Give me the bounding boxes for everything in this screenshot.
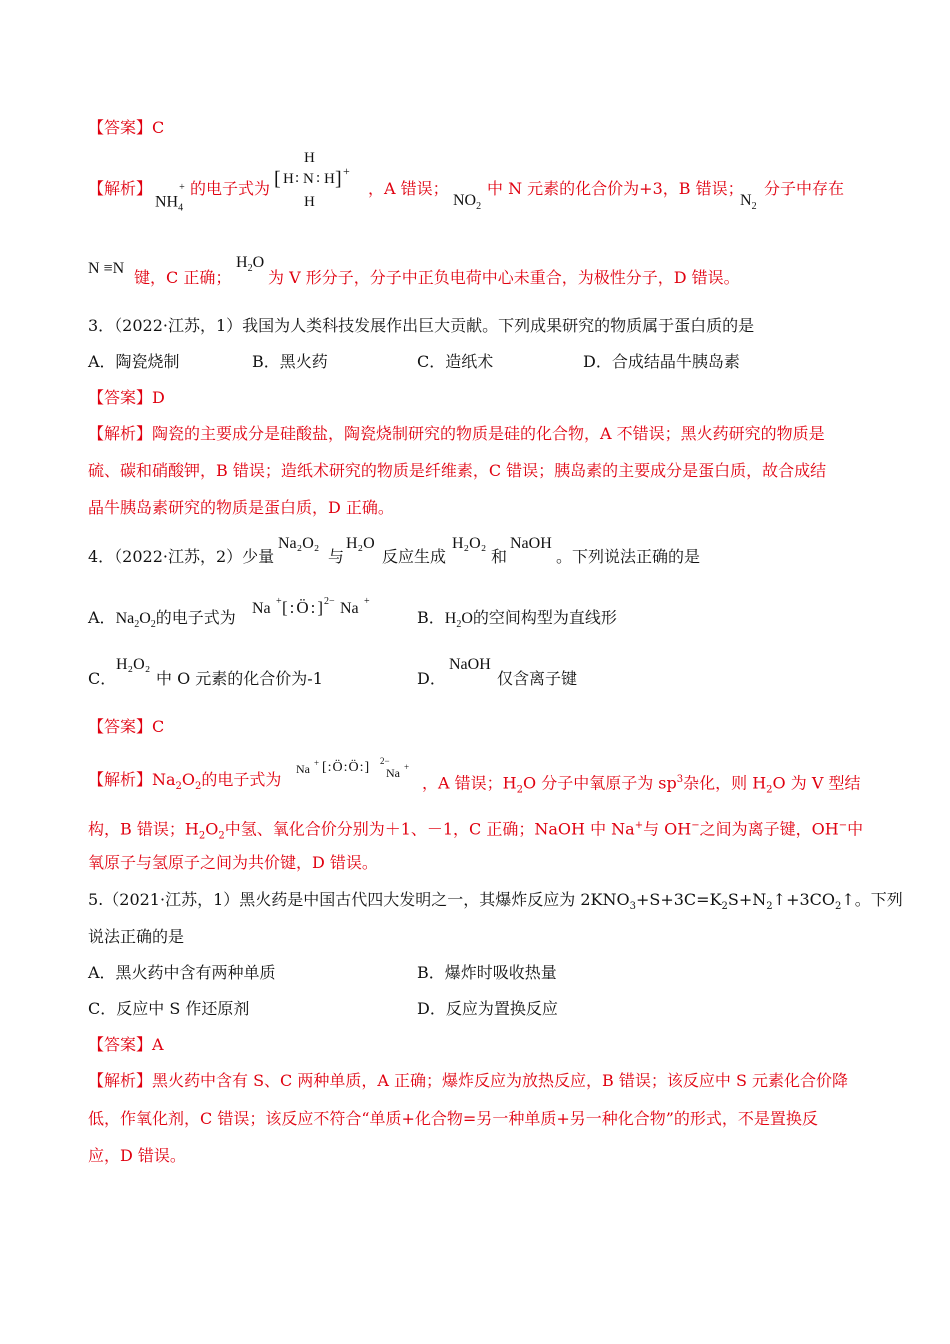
nh4-formula: $NH_4^+$ xyxy=(155,182,185,214)
q4-option-b: B．$H_2O$的空间构型为直线形 xyxy=(417,608,617,631)
q2-text6: 为 V 形分子，分子中正负电荷中心未重合，为极性分子，D 错误。 xyxy=(268,268,740,287)
naoh-formula: NaOH xyxy=(510,535,552,552)
q5-option-b: B．爆炸时吸收热量 xyxy=(417,963,557,982)
q4-analysis-line2: 构，B 错误；$H_2O_2$中氢、氧化合价分别为＋1、－1，C 正确；NaOH 中 Na+与 OH−之间为离子键，OH−中 xyxy=(88,819,864,842)
q3-option-c: C．造纸术 xyxy=(417,352,494,371)
q3-answer: 【答案】D xyxy=(88,388,165,407)
h2o-formula-2: H₂O xyxy=(346,535,375,552)
q5-analysis-line1: 【解析】黑火药中含有 S、C 两种单质，A 正确；爆炸反应为放热反应，B 错误；该反应中 S 元素化合价降 xyxy=(88,1071,848,1090)
q2-text2: ，A 错误； xyxy=(368,179,449,198)
q2-answer: 【答案】C xyxy=(88,118,165,137)
q5-option-a: A．黑火药中含有两种单质 xyxy=(88,963,276,982)
no2-formula: $NO_2$ xyxy=(453,192,482,213)
q5-stem-line1: 5.（2021·江苏，1）黑火药是中国古代四大发明之一，其爆炸反应为 $2KNO_3+S+3C=K_2S+N_2↑+3CO_2↑$。下列 xyxy=(88,890,903,913)
na2o2-electron-formula: Na + [:Ö:] 2− Na + xyxy=(252,596,370,617)
q4-analysis-line3: 氧原子与氢原子之间为共价键，D 错误。 xyxy=(88,853,378,872)
q4-fanying: 反应生成 xyxy=(382,547,447,566)
q4-option-d-pre: D． xyxy=(417,669,446,688)
q3-stem: 3．（2022·江苏，1）我国为人类科技发展作出巨大贡献。下列成果研究的物质属于蛋白质的是 xyxy=(88,316,755,335)
q3-option-d: D．合成结晶牛胰岛素 xyxy=(583,352,740,371)
q4-stem-end: 。下列说法正确的是 xyxy=(556,547,701,566)
q3-analysis-line1: 【解析】陶瓷的主要成分是硅酸盐，陶瓷烧制研究的物质是硅的化合物，A 不错误；黑火药研究的物质是 xyxy=(88,424,825,443)
q4-answer: 【答案】C xyxy=(88,717,165,736)
q5-analysis-line3: 应，D 错误。 xyxy=(88,1146,186,1165)
n2-formula: $N_2$ xyxy=(740,192,757,213)
q3-option-a: A．陶瓷烧制 xyxy=(88,352,180,371)
analysis-tag: 【解析】 xyxy=(88,179,153,198)
na2o2-formula: Na₂O₂ xyxy=(278,535,320,552)
q5-option-d: D．反应为置换反应 xyxy=(417,999,558,1018)
na2o2-electron-formula-2: Na + [:Ö:Ö:] 2− Na + xyxy=(296,756,410,780)
q2-text1: 的电子式为 xyxy=(190,179,271,198)
q4-option-c-text: 中 O 元素的化合价为-1 xyxy=(156,669,323,688)
q4-option-a: A．$Na_2O_2$的电子式为 xyxy=(88,608,236,631)
q4-analysis-line1-b: ，A 错误；$H_2O$ 分子中氧原子为 $sp^3$杂化，则 $H_2O$ 为 V 型结 xyxy=(422,773,861,796)
q5-answer: 【答案】A xyxy=(88,1035,164,1054)
q4-analysis-line1-a: 【解析】$Na_2O_2$的电子式为 xyxy=(88,770,282,793)
nh4-electron-formula: H [ H : N : H ] + H xyxy=(274,150,350,210)
q2-text3: 中 N 元素的化合价为+3，B 错误； xyxy=(487,179,744,198)
q5-stem-line2: 说法正确的是 xyxy=(88,927,185,946)
q3-option-b: B．黑火药 xyxy=(252,352,328,371)
q4-yu: 与 xyxy=(328,547,345,566)
q4-option-c-pre: C． xyxy=(88,669,117,688)
q2-text5: 键，C 正确； xyxy=(134,268,232,287)
q2-text4: 分子中存在 xyxy=(764,179,845,198)
q4-he: 和 xyxy=(491,547,508,566)
q3-analysis-line3: 晶牛胰岛素研究的物质是蛋白质，D 正确。 xyxy=(88,498,394,517)
h2o2-formula: H₂O₂ xyxy=(452,535,487,552)
h2o2-formula-2: H₂O₂ xyxy=(116,656,151,673)
q4-option-d-text: 仅含离子键 xyxy=(497,669,578,688)
triple-bond-formula: N ≡N xyxy=(88,260,125,277)
q3-analysis-line2: 硫、碳和硝酸钾，B 错误；造纸术研究的物质是纤维素，C 错误；胰岛素的主要成分是蛋白质，故合成结 xyxy=(88,461,827,480)
h2o-formula: $H_2O$ xyxy=(236,254,265,275)
q5-analysis-line2: 低，作氧化剂，C 错误；该反应不符合“单质+化合物=另一种单质+另一种化合物”的形式，不是置换反 xyxy=(88,1109,818,1128)
q5-option-c: C．反应中 S 作还原剂 xyxy=(88,999,250,1018)
q4-stem-pre: 4．（2022·江苏，2）少量 xyxy=(88,547,275,566)
q2-analysis-line1 xyxy=(88,178,152,200)
naoh-formula-2: NaOH xyxy=(449,656,491,673)
